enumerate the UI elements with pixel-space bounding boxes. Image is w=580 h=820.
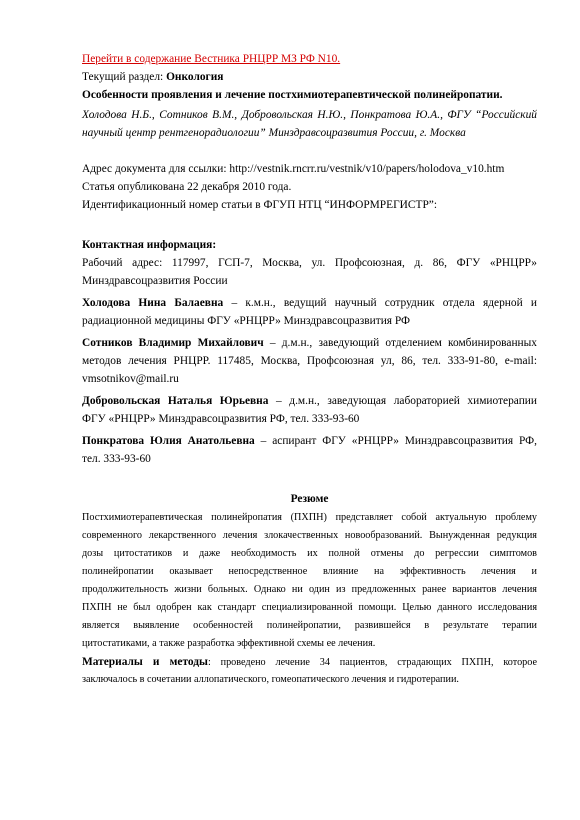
article-title: Особенности проявления и лечение постхимиотерапевтической полинейропатии. xyxy=(82,89,503,101)
person-4-line-1 xyxy=(82,434,537,448)
summary-heading: Резюме xyxy=(290,493,329,505)
person-4-line-2: тел. 333-93-60 xyxy=(82,453,151,465)
toc-link-line xyxy=(82,52,537,66)
summary-line: Постхимиотерапевтическая полинейропатия (ПХПН) представляет собой актуальную проблему xyxy=(82,512,537,523)
person-2-line-2: методов лечения РНЦРР. 117485, Москва, Профсоюзная ул, 86, тел. 333-91-80, e-mail: xyxy=(82,355,537,367)
person-info: – к.м.н., ведущий научный сотрудник отдела ядерной и xyxy=(223,297,537,309)
person-3-line-1 xyxy=(82,394,537,408)
methods-label: Материалы и методы xyxy=(82,656,208,668)
article-title-text: Особенности проявления и лечение постхимиотерапевтической полинейропатии xyxy=(82,89,500,101)
summary-line: ПХПН не был одобрен как стандарт специализированной помощи. Целью данного исследования xyxy=(82,602,537,613)
registry-id: Идентификационный номер статьи в ФГУП НТЦ “ИНФОРМРЕГИСТР”: xyxy=(82,199,438,211)
summary-line: полинейропатии оказывает непосредственное влияние на эффективность лечения и xyxy=(82,566,537,577)
person-name: Добровольская Наталья Юрьевна xyxy=(82,395,269,407)
person-3-line-2: ФГУ «РНЦРР» Минздравсоцразвития РФ, тел. 333-93-60 xyxy=(82,413,360,425)
address-label: Адрес документа для ссылки: xyxy=(82,163,230,175)
person-name: Понкратова Юлия Анатольевна xyxy=(82,435,255,447)
document-address xyxy=(82,162,537,176)
methods-text: : проведено лечение 34 пациентов, страдающих ПХПН, которое xyxy=(207,657,537,668)
person-2-email: vmsotnikov@mail.ru xyxy=(82,373,179,385)
current-section xyxy=(82,70,537,84)
summary-line: современного лекарственного лечения злокачественных новообразований. Вынужденная редукция xyxy=(82,530,537,541)
work-address-line-1: Рабочий адрес: 117997, ГСП-7, Москва, ул. Профсоюзная, д. 86, ФГУ «РНЦРР» xyxy=(82,257,537,269)
authors-line-1: Холодова Н.Б., Сотников В.М., Добровольская Н.Ю., Понкратова Ю.А., ФГУ “Российский xyxy=(82,109,537,121)
summary-line: является выявление особенностей полинейропатии, развившейся в результате терапии xyxy=(82,620,537,631)
methods-line-2: заключалось в сочетании аллопатического, гомеопатического лечения и гидротерапии. xyxy=(82,674,459,685)
methods-line-1 xyxy=(82,655,537,670)
summary-line: продолжительность жизни больных. Однако ни один из предложенных ранее вариантов лечения xyxy=(82,584,537,595)
person-name: Сотников Владимир Михайлович xyxy=(82,337,264,349)
section-name: Онкология xyxy=(166,71,224,83)
published-date: Статья опубликована 22 декабря 2010 года. xyxy=(82,181,292,193)
person-2-line-1 xyxy=(82,336,537,350)
person-info: – д.м.н., заведующий отделением комбинированных xyxy=(263,337,537,349)
person-1-line-2: радиационной медицины ФГУ «РНЦРР» Минздравсоцразвития РФ xyxy=(82,315,411,327)
person-1-line-1 xyxy=(82,296,537,310)
work-address-line-2: Минздравсоцразвития России xyxy=(82,275,228,287)
summary-line: дозы цитостатиков и даже необходимость их полной отмены до регрессии симптомов xyxy=(82,548,537,559)
address-url: http://vestnik.rncrr.ru/vestnik/v10/papers/holodova_v10.htm xyxy=(229,163,505,175)
person-info: – аспирант ФГУ «РНЦРР» Минздравсоцразвития РФ, xyxy=(254,435,538,447)
contacts-heading: Контактная информация: xyxy=(82,239,217,251)
contents-link[interactable]: Перейти в содержание Вестника РНЦРР МЗ РФ N10. xyxy=(82,53,341,65)
person-info: – д.м.н., заведующая лабораторией химиотерапии xyxy=(268,395,537,407)
authors-line-2: научный центр рентгенорадиологии” Минздравсоцразвития России, г. Москва xyxy=(82,127,466,139)
summary-line: цитостатиками, а также разработка эффективной схемы ее лечения. xyxy=(82,638,376,649)
person-name: Холодова Нина Балаевна xyxy=(82,297,224,309)
section-prefix: Текущий раздел: xyxy=(82,71,167,83)
